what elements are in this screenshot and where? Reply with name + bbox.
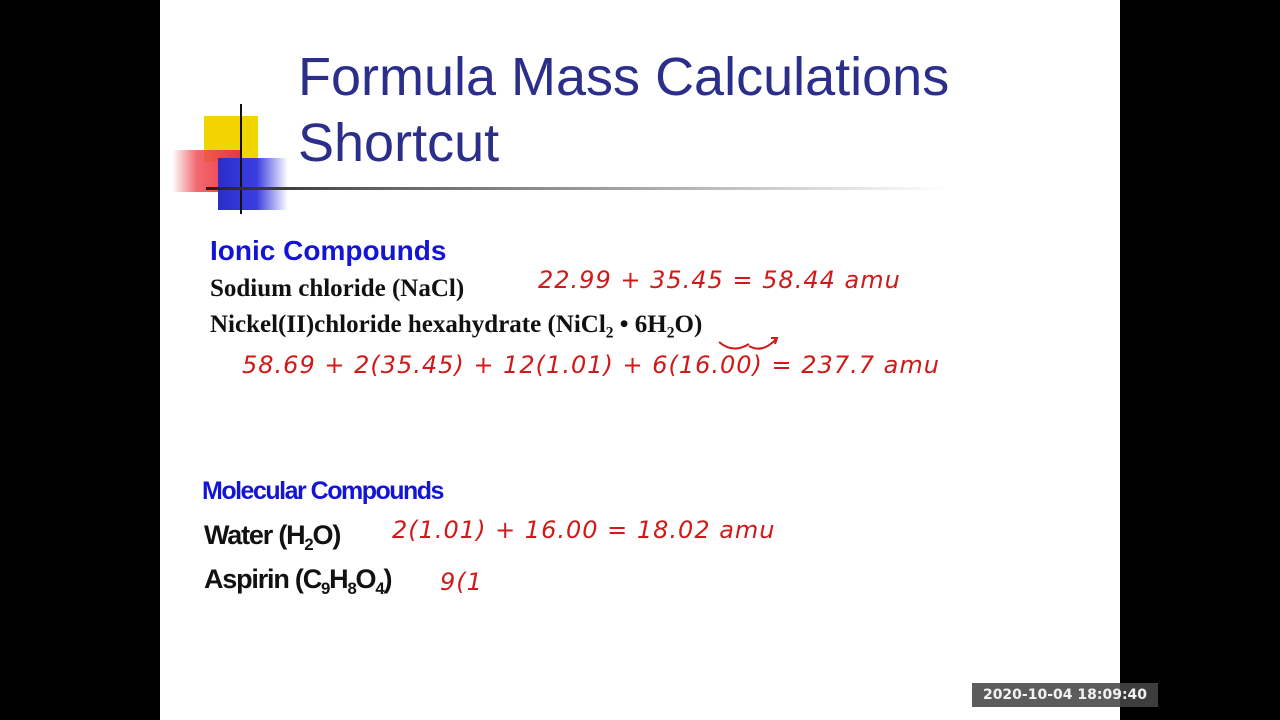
slide bbox=[160, 0, 1120, 720]
aspirin-label bbox=[204, 564, 392, 598]
aspirin-text-o: O bbox=[355, 564, 376, 594]
nicl-text-prefix: Nickel(II)chloride hexahydrate (NiCl bbox=[210, 311, 606, 338]
sodium-chloride-label: Sodium chloride (NaCl) bbox=[210, 275, 465, 302]
aspirin-text-h: H bbox=[329, 564, 348, 594]
water-subscript: 2 bbox=[304, 534, 313, 554]
nicl-subscript-2: 2 bbox=[666, 324, 675, 342]
handwritten-water-calculation: 2(1.01) + 16.00 = 18.02 amu bbox=[392, 516, 776, 544]
aspirin-subscript-2: 8 bbox=[347, 578, 356, 598]
slide-title-line1: Formula Mass Calculations bbox=[298, 47, 950, 107]
nicl-text-mid: • 6H bbox=[613, 311, 667, 338]
handwritten-nacl-calculation: 22.99 + 35.45 = 58.44 amu bbox=[538, 266, 901, 294]
vertical-rule bbox=[240, 104, 242, 214]
handwritten-aspirin-calculation: 9(1 bbox=[440, 568, 483, 596]
blue-square bbox=[218, 158, 288, 210]
aspirin-text-suffix: ) bbox=[383, 564, 392, 594]
molecular-compounds-heading: Molecular Compounds bbox=[202, 477, 443, 505]
water-label bbox=[204, 520, 341, 554]
slide-title bbox=[298, 44, 949, 176]
nicl-text-suffix: O) bbox=[674, 311, 703, 338]
water-text-prefix: Water (H bbox=[204, 520, 305, 550]
slide-title-line2: Shortcut bbox=[298, 113, 500, 173]
nicl-subscript-1: 2 bbox=[605, 324, 614, 342]
recording-timestamp: 2020-10-04 18:09:40 bbox=[972, 683, 1158, 707]
water-text-suffix: O) bbox=[312, 520, 341, 550]
handwritten-nicl-calculation: 58.69 + 2(35.45) + 12(1.01) + 6(16.00) = 237.7 amu bbox=[242, 351, 940, 379]
aspirin-subscript-3: 4 bbox=[375, 578, 384, 598]
aspirin-text-prefix: Aspirin (C bbox=[204, 564, 322, 594]
title-underline bbox=[206, 187, 946, 190]
aspirin-subscript-1: 9 bbox=[321, 578, 330, 598]
nickel-chloride-label bbox=[210, 311, 703, 342]
ionic-compounds-heading: Ionic Compounds bbox=[210, 235, 447, 266]
